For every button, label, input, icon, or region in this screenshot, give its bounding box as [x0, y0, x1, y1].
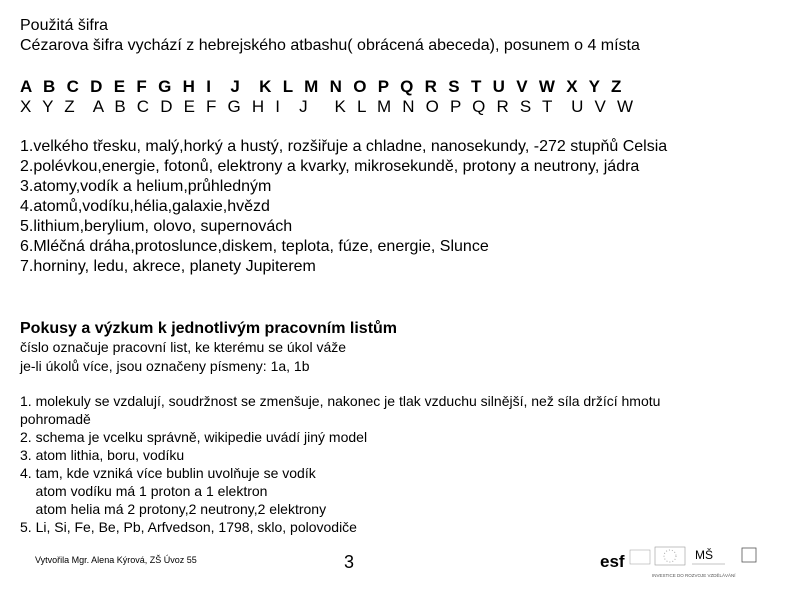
eu-logo — [655, 547, 685, 565]
answer-7: 7.horniny, ledu, akrece, planety Jupiterem — [20, 258, 316, 275]
svg-text:MŠ: MŠ — [695, 548, 713, 562]
answer-4: 4.atomů,vodíku,hélia,galaxie,hvězd — [20, 198, 270, 215]
sponsor-logos — [600, 545, 780, 580]
cipher-description: Cézarova šifra vychází z hebrejského atbashu( obrácená abeceda), posunem o 4 místa — [20, 37, 640, 54]
experiment-item: atom helia má 2 protony,2 neutrony,2 elektrony — [20, 501, 327, 517]
experiment-item: 3. atom lithia, boru, vodíku — [20, 447, 185, 463]
cipher-title: Použitá šifra — [20, 17, 109, 34]
alphabet-plain: A B C D E F G H I J K L M N O P Q R S T U V W X Y Z — [20, 77, 625, 96]
answer-2: 2.polévkou,energie, fotonů, elektrony a kvarky, mikrosekundě, protony a neutrony, jádra — [20, 158, 640, 175]
experiment-item: 4. tam, kde vzniká více bublin uvolňuje se vodík — [20, 465, 316, 481]
experiment-item: atom vodíku má 1 proton a 1 elektron — [20, 483, 268, 499]
experiments-note-1: číslo označuje pracovní list, ke kterému se úkol váže — [20, 339, 347, 355]
experiments-note-2: je-li úkolů více, jsou označeny písmeny: 1a, 1b — [20, 358, 310, 374]
opvk-logo — [742, 548, 756, 562]
experiment-item: 2. schema je vcelku správně, wikipedie uvádí jiný model — [20, 429, 368, 445]
svg-text:esf: esf — [600, 552, 625, 571]
answer-5: 5.lithium,berylium, olovo, supernovách — [20, 218, 293, 235]
answer-6: 6.Mléčná dráha,protoslunce,diskem, teplota, fúze, energie, Slunce — [20, 238, 489, 255]
experiments-heading: Pokusy a výzkum k jednotlivým pracovním listům — [20, 320, 398, 337]
footer-author: Vytvořila Mgr. Alena Kýrová, ZŠ Úvoz 55 — [35, 555, 197, 565]
msmt-logo — [692, 547, 725, 564]
experiment-item: 1. molekuly se vzdalují, soudržnost se zmenšuje, nakonec je tlak vzduchu silnější, než síla držící hmotu — [20, 393, 661, 409]
answer-1: 1.velkého třesku, malý,horký a hustý, rozšiřuje a chladne, nanosekundy, -272 stupňů Celsia — [20, 138, 668, 155]
page-number: 3 — [344, 552, 355, 572]
experiment-item: pohromadě — [20, 411, 91, 427]
logo-caption: INVESTICE DO ROZVOJE VZDĚLÁVÁNÍ — [652, 573, 736, 578]
answer-3: 3.atomy,vodík a helium,průhledným — [20, 178, 272, 195]
experiment-item: 5. Li, Si, Fe, Be, Pb, Arfvedson, 1798, sklo, polovodiče — [20, 519, 357, 535]
alphabet-cipher: X Y Z A B C D E F G H I J K L M N O P Q R S T U V W — [20, 97, 637, 116]
esf-logo — [600, 550, 650, 571]
